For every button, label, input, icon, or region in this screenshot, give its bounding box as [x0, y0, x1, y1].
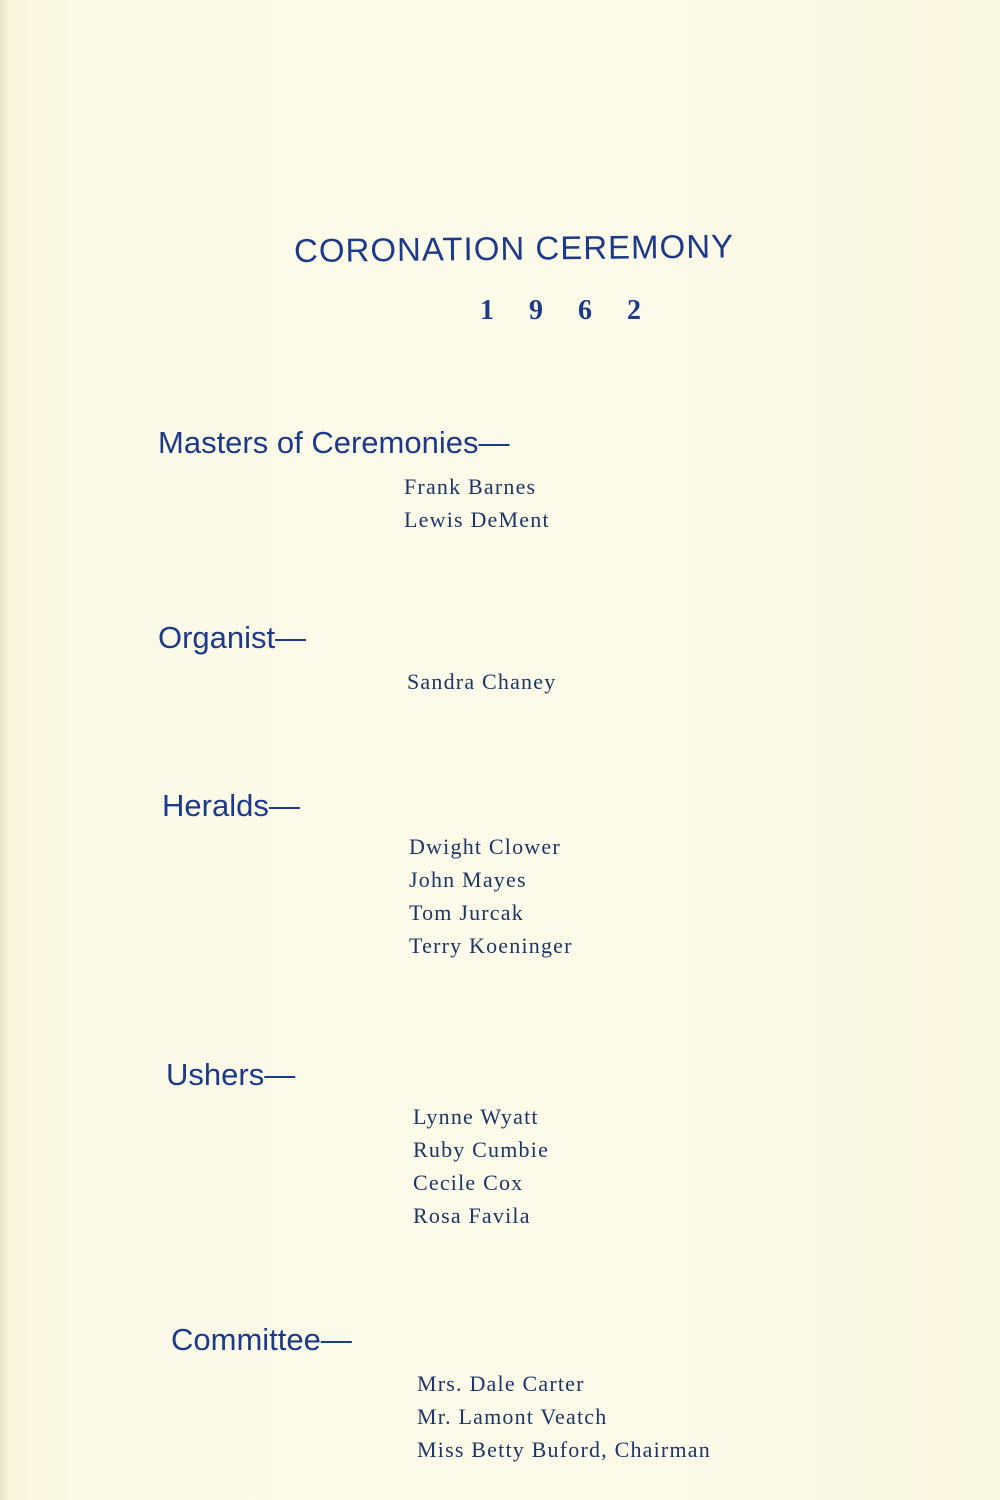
program-title: CORONATION CEREMONY: [293, 227, 735, 269]
committee-heading: Committee—: [171, 1322, 352, 1357]
organist-name: Sandra Chaney: [407, 669, 557, 694]
organist-names-list: [407, 665, 556, 698]
usher-name: Cecile Cox: [413, 1170, 524, 1195]
masters-heading: Masters of Ceremonies—: [158, 425, 510, 460]
organist-heading: Organist—: [158, 620, 307, 655]
masters-name: Lewis DeMent: [404, 507, 550, 532]
herald-name: Dwight Clower: [409, 834, 561, 859]
usher-name: Rosa Favila: [413, 1203, 531, 1228]
ushers-names-list: [413, 1100, 549, 1232]
committee-name: Miss Betty Buford, Chairman: [417, 1437, 711, 1462]
committee-names-list: [417, 1367, 711, 1466]
heralds-names-list: [409, 830, 573, 962]
herald-name: Tom Jurcak: [409, 900, 524, 925]
committee-name: Mrs. Dale Carter: [417, 1371, 585, 1396]
herald-name: Terry Koeninger: [409, 933, 573, 958]
page-edge-shadow: [0, 0, 10, 1500]
herald-name: John Mayes: [409, 867, 527, 892]
heralds-heading: Heralds—: [162, 788, 300, 823]
ushers-heading: Ushers—: [166, 1057, 296, 1092]
program-year: 1 9 6 2: [480, 295, 655, 326]
committee-name: Mr. Lamont Veatch: [417, 1404, 608, 1429]
masters-name: Frank Barnes: [404, 474, 537, 499]
usher-name: Ruby Cumbie: [413, 1137, 550, 1162]
masters-names-list: [404, 470, 550, 536]
usher-name: Lynne Wyatt: [413, 1104, 539, 1129]
